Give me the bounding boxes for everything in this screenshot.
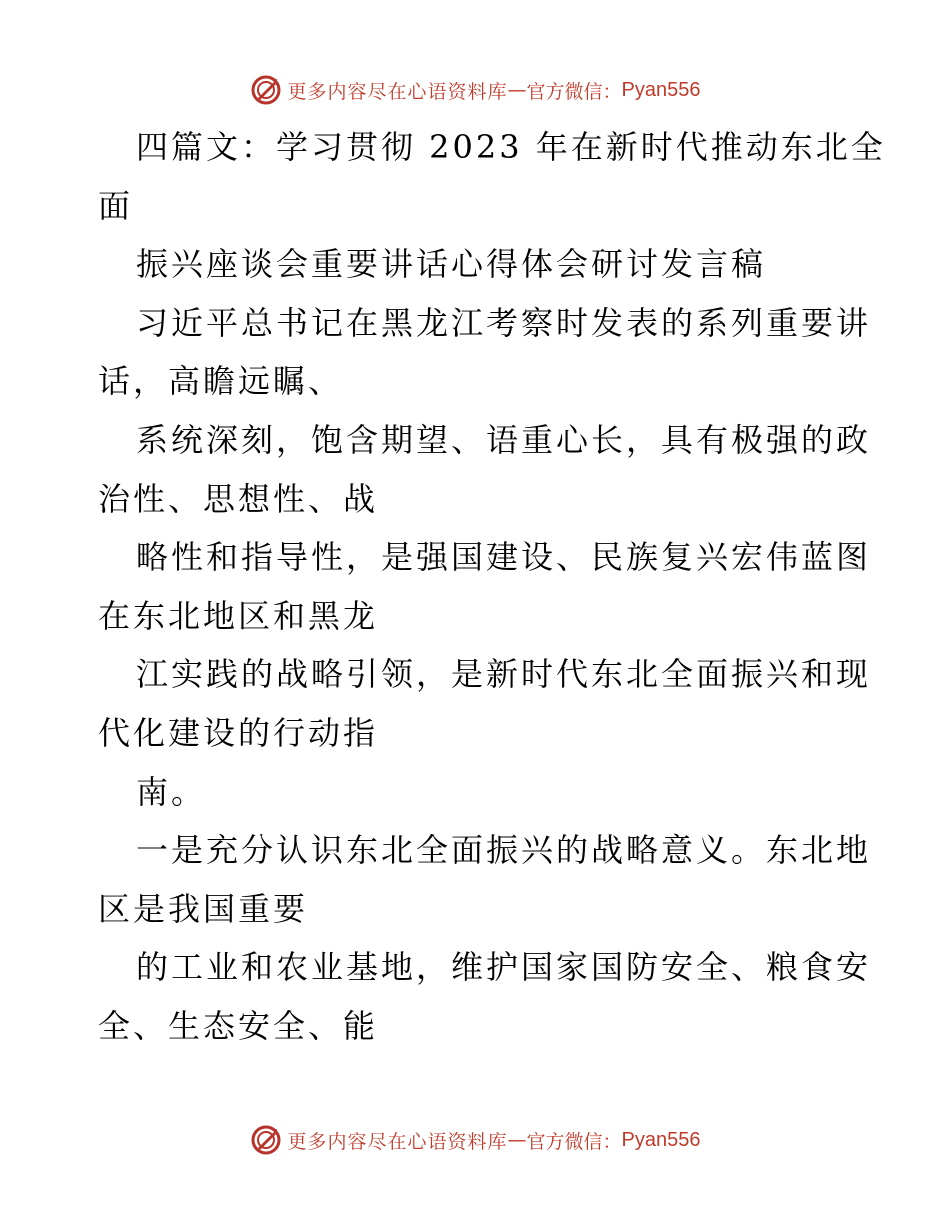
paragraph-line: 治性、思想性、战	[98, 479, 379, 518]
header-wechat-id: Pyan556	[621, 78, 701, 101]
footer-banner	[0, 1120, 950, 1160]
header-banner	[0, 70, 950, 110]
paragraph-line: 略性和指导性，是强国建设、民族复兴宏伟蓝图	[136, 538, 872, 577]
paragraph-line: 全、生态安全、能	[98, 1006, 379, 1045]
brand-logo-icon	[250, 1124, 282, 1156]
footer-wechat-label: 官方微信：	[526, 1130, 622, 1153]
title-line-2: 面	[98, 186, 134, 225]
brand-logo-icon	[250, 74, 282, 106]
paragraph-line: 江实践的战略引领，是新时代东北全面振兴和现	[136, 655, 872, 694]
paragraph-line: 的工业和农业基地，维护国家国防安全、粮食安	[136, 948, 872, 987]
paragraph-line: 习近平总书记在黑龙江考察时发表的系列重要讲	[136, 303, 872, 342]
footer-wechat-id: Pyan556	[621, 1128, 701, 1151]
paragraph-line: 南。	[136, 772, 207, 811]
paragraph-line: 区是我国重要	[98, 889, 309, 928]
paragraph-line: 代化建设的行动指	[98, 713, 379, 752]
footer-promo-text: 更多内容尽在心语资料库	[287, 1130, 508, 1153]
document-body	[98, 118, 886, 1056]
paragraph-line: 一是充分认识东北全面振兴的战略意义。东北地	[136, 831, 872, 870]
title-line-1: 四篇文：学习贯彻 2023 年在新时代推动东北全	[136, 128, 886, 166]
header-wechat-label: 官方微信：	[526, 80, 622, 103]
paragraph-line: 话，高瞻远瞩、	[98, 362, 344, 401]
title-line-3: 振兴座谈会重要讲话心得体会研讨发言稿	[136, 245, 767, 284]
paragraph-line: 在东北地区和黑龙	[98, 596, 379, 635]
paragraph-line: 系统深刻，饱含期望、语重心长，具有极强的政	[136, 420, 872, 459]
footer-separator: —	[507, 1129, 527, 1151]
header-separator: —	[507, 79, 527, 101]
header-promo-text: 更多内容尽在心语资料库	[287, 80, 508, 103]
